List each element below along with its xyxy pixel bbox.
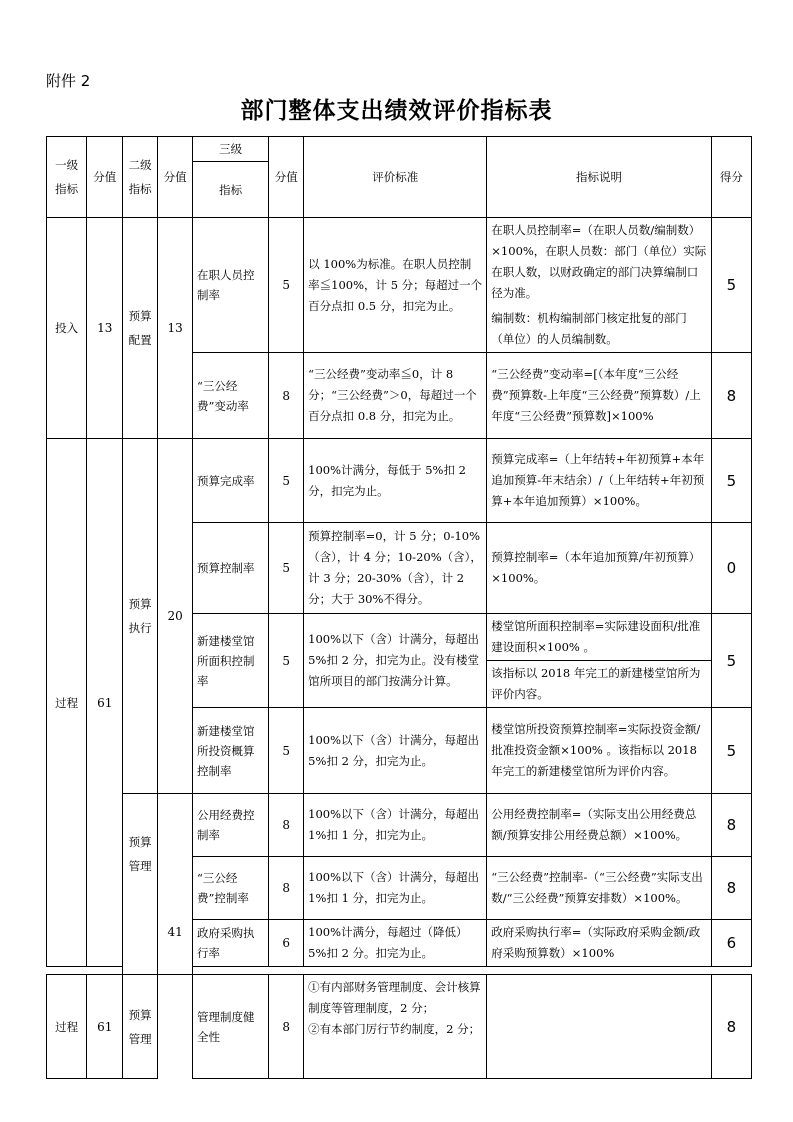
indicator-description-part: 编制数：机构编制部门核定批复的部门（单位）的人员编制数。 bbox=[491, 311, 687, 346]
indicator-standard bbox=[304, 975, 487, 1079]
evaluation-table bbox=[46, 136, 752, 1079]
l2-budget-allocation-score: 13 bbox=[158, 218, 193, 439]
l2-budget-management-2: 预算管理 bbox=[123, 975, 158, 1079]
indicator-standard: 100%以下（含）计满分，每超出 1%扣 1 分，扣完为止。 bbox=[304, 794, 487, 857]
indicator-earned: 8 bbox=[711, 975, 751, 1079]
header-standard: 评价标准 bbox=[304, 137, 487, 218]
page-title: 部门整体支出绩效评价指标表 bbox=[240, 98, 553, 124]
indicator-earned: 8 bbox=[711, 353, 751, 439]
indicator-description bbox=[487, 218, 711, 353]
indicator-description: 政府采购执行率=（实际政府采购金额/政府采购预算数）×100% bbox=[487, 920, 711, 967]
indicator-name: 公用经费控制率 bbox=[193, 794, 269, 857]
indicator-name: 政府采购执行率 bbox=[193, 920, 269, 967]
header-earned: 得分 bbox=[711, 137, 751, 218]
indicator-earned: 5 bbox=[711, 218, 751, 353]
indicator-standard-part: ①有内部财务管理制度、会计核算制度等管理制度，2 分； bbox=[308, 980, 481, 1015]
indicator-description-part: 该指标以 2018 年完工的新建楼堂馆所为评价内容。 bbox=[491, 666, 701, 701]
l2-budget-management-2-score bbox=[158, 975, 193, 1079]
table-row bbox=[47, 439, 752, 523]
header-l1: 一级指标 bbox=[47, 137, 87, 218]
l1-process-2: 过程 bbox=[47, 975, 87, 1079]
l2-budget-execution-score: 20 bbox=[158, 439, 193, 794]
indicator-name: 预算控制率 bbox=[193, 523, 269, 614]
indicator-description: “三公经费”控制率-（“三公经费”实际支出数/“三公经费”预算安排数）×100%。 bbox=[487, 857, 711, 920]
l2-budget-allocation: 预算配置 bbox=[123, 218, 158, 439]
indicator-score: 5 bbox=[269, 708, 304, 794]
header-l3: 三级 bbox=[193, 137, 269, 162]
indicator-name: 在职人员控制率 bbox=[193, 218, 269, 353]
indicator-description bbox=[487, 975, 711, 1079]
indicator-name: 新建楼堂馆所面积控制率 bbox=[193, 614, 269, 708]
indicator-standard: 100%计满分，每低于 5%扣 2 分，扣完为止。 bbox=[304, 439, 487, 523]
header-l2-score: 分值 bbox=[158, 137, 193, 218]
l1-process-2-score: 61 bbox=[87, 975, 123, 1079]
indicator-standard: 100%以下（含）计满分，每超出 5%扣 2 分，扣完为止。没有楼堂馆所项目的部门按满分计算。 bbox=[304, 614, 487, 708]
indicator-name: “三公经费”变动率 bbox=[193, 353, 269, 439]
l1-input: 投入 bbox=[47, 218, 87, 439]
indicator-name: 预算完成率 bbox=[193, 439, 269, 523]
indicator-description: “三公经费”变动率=[（本年度“三公经费”预算数-上年度“三公经费”预算数）/上年度“三公经费”预算数]×100% bbox=[487, 353, 711, 439]
indicator-score: 8 bbox=[269, 353, 304, 439]
indicator-name: “三公经费”控制率 bbox=[193, 857, 269, 920]
indicator-score: 5 bbox=[269, 439, 304, 523]
indicator-score: 6 bbox=[269, 920, 304, 967]
l2-budget-execution: 预算执行 bbox=[123, 439, 158, 794]
indicator-score: 5 bbox=[269, 523, 304, 614]
indicator-standard: 100%计满分，每超过（降低）5%扣 2 分。扣完为止。 bbox=[304, 920, 487, 967]
l1-input-score: 13 bbox=[87, 218, 123, 439]
table-row bbox=[47, 218, 752, 353]
header-l3-indicator: 指标 bbox=[193, 162, 269, 218]
indicator-earned: 5 bbox=[711, 708, 751, 794]
indicator-score: 5 bbox=[269, 614, 304, 708]
indicator-name: 管理制度健全性 bbox=[193, 975, 269, 1079]
indicator-standard: 100%以下（含）计满分，每超出 1%扣 1 分，扣完为止。 bbox=[304, 857, 487, 920]
indicator-description: 公用经费控制率=（实际支出公用经费总额/预算安排公用经费总额）×100%。 bbox=[487, 794, 711, 857]
indicator-earned: 5 bbox=[711, 439, 751, 523]
indicator-score: 8 bbox=[269, 857, 304, 920]
indicator-standard: 以 100%为标准。在职人员控制率≦100%，计 5 分；每超过一个百分点扣 0.5 分，扣完为止。 bbox=[304, 218, 487, 353]
indicator-earned: 8 bbox=[711, 794, 751, 857]
indicator-score: 5 bbox=[269, 218, 304, 353]
header-l2: 二级指标 bbox=[123, 137, 158, 218]
l2-budget-management-score: 41 bbox=[158, 794, 193, 975]
indicator-earned: 0 bbox=[711, 523, 751, 614]
table-row bbox=[47, 975, 752, 1079]
table-row bbox=[47, 794, 752, 857]
l1-process: 过程 bbox=[47, 439, 87, 967]
indicator-earned: 6 bbox=[711, 920, 751, 967]
l2-budget-management: 预算管理 bbox=[123, 794, 158, 975]
indicator-description-part: 楼堂馆所面积控制率=实际建设面积/批准建设面积×100% 。 bbox=[487, 614, 710, 661]
header-row bbox=[47, 137, 752, 162]
indicator-standard: 100%以下（含）计满分，每超出 5%扣 2 分，扣完为止。 bbox=[304, 708, 487, 794]
indicator-standard-part: ②有本部门厉行节约制度，2 分； bbox=[308, 1022, 481, 1036]
indicator-description bbox=[487, 614, 711, 708]
indicator-score: 8 bbox=[269, 794, 304, 857]
indicator-description: 预算完成率=（上年结转+年初预算+本年追加预算-年末结余）/（上年结转+年初预算+本年追加预算）×100%。 bbox=[487, 439, 711, 523]
header-l3-score: 分值 bbox=[269, 137, 304, 218]
header-score: 分值 bbox=[87, 137, 123, 218]
indicator-description: 楼堂馆所投资预算控制率=实际投资金额/批准投资金额×100% 。该指标以 2018 年完工的新建楼堂馆所为评价内容。 bbox=[487, 708, 711, 794]
indicator-description-part: 在职人员控制率=（在职人员数/编制数）×100%，在职人员数：部门（单位）实际在职人数，以财政确定的部门决算编制口径为准。 bbox=[491, 223, 707, 300]
header-description: 指标说明 bbox=[487, 137, 711, 218]
l1-process-score: 61 bbox=[87, 439, 123, 967]
indicator-description: 预算控制率=（本年追加预算/年初预算）×100%。 bbox=[487, 523, 711, 614]
indicator-score: 8 bbox=[269, 975, 304, 1079]
indicator-standard: “三公经费”变动率≦0，计 8 分；“三公经费”＞0，每超过一个百分点扣 0.8 分，扣完为止。 bbox=[304, 353, 487, 439]
attachment-label: 附件 2 bbox=[46, 72, 91, 90]
indicator-name: 新建楼堂馆所投资概算控制率 bbox=[193, 708, 269, 794]
indicator-earned: 8 bbox=[711, 857, 751, 920]
indicator-earned: 5 bbox=[711, 614, 751, 708]
indicator-standard: 预算控制率=0，计 5 分；0-10%（含），计 4 分；10-20%（含），计 3 分；20-30%（含），计 2 分；大于 30%不得分。 bbox=[304, 523, 487, 614]
